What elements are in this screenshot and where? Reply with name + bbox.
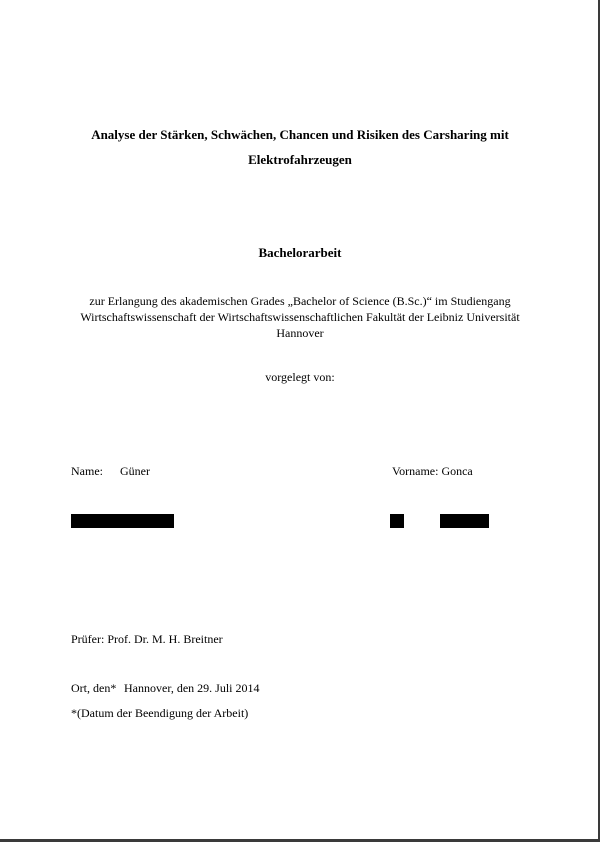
name-value: Güner [120,464,150,478]
vorname-field [392,464,473,479]
redaction-bar [71,514,174,528]
place-label: Ort, den* [71,681,117,695]
description-line-3: Hannover [276,326,324,340]
thesis-type: Bachelorarbeit [258,245,342,260]
title-line-1: Analyse der Stärken, Schwächen, Chancen und Risiken des Carsharing mit [91,127,509,142]
title-block [0,122,600,172]
description-block [0,293,600,341]
vorname-label: Vorname: [392,464,439,478]
submitted-by-label: vorgelegt von: [265,370,335,384]
name-label: Name: [71,464,103,478]
title-line-2: Elektrofahrzeugen [248,152,352,167]
vorname-value: Gonca [441,464,473,478]
redaction-bar [390,514,404,528]
description-line-1: zur Erlangung des akademischen Grades „Bachelor of Science (B.Sc.)“ im Studiengang [89,294,511,308]
description-line-2: Wirtschaftswissenschaft der Wirtschaftswissenschaftlichen Fakultät der Leibniz Universität [80,310,520,324]
examiner-line: Prüfer: Prof. Dr. M. H. Breitner [71,632,223,646]
place-date: Hannover, den 29. Juli 2014 [124,681,260,695]
redaction-bar [440,514,489,528]
footnote: *(Datum der Beendigung der Arbeit) [71,706,249,720]
